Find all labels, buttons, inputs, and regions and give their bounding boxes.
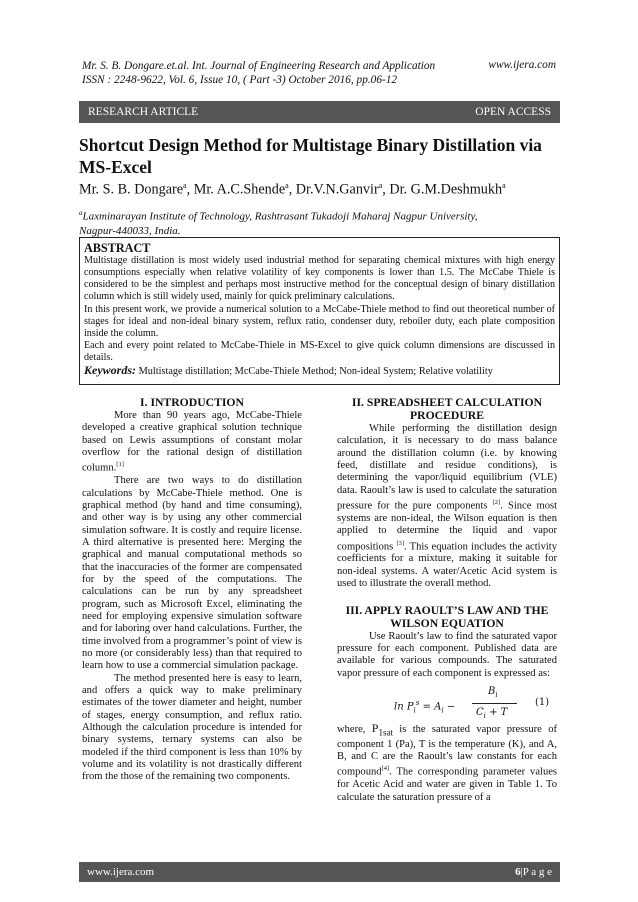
section-heading-raoult: III. APPLY RAOULT’S LAW AND THE WILSON EQUATION [345,603,549,630]
eq-sub: i [441,706,444,715]
citation-ref[interactable]: [4] [381,765,390,773]
eq-plus-t: + T [485,706,508,718]
author-name: Mr. S. B. Dongare [79,181,184,198]
section-heading-introduction: I. INTRODUCTION [140,396,244,409]
keywords-text: Multistage distillation; McCabe-Thiele Method; Non-ideal System; Relative volatility [136,366,493,378]
keywords-line [84,364,555,378]
paper-title: Shortcut Design Method for Multistage Binary Distillation via MS-Excel [79,135,542,177]
affiliation-line-2: Nagpur-440033, India. [79,224,181,237]
right-column [337,396,557,804]
abstract-paragraph-3: Each and every point related to McCabe-Thiele in MS-Excel to give quick column dimensions are discussed in details. [84,340,555,364]
equation-denominator [476,707,507,722]
psat-sub: 1sat [378,727,393,738]
affiliation-mark: a [79,209,83,217]
citation-line-1: Mr. S. B. Dongare.et.al. Int. Journal of Engineering Research and Application [82,60,436,72]
article-type-banner [79,101,560,123]
citation-ref[interactable]: [1] [116,461,124,469]
abstract-box [79,237,560,385]
citation-line-2: ISSN : 2248-9622, Vol. 6, Issue 10, ( Part -3) October 2016, pp.06-12 [82,74,398,86]
raoult-text-b: is the saturated vapor pressure of component 1 (Pa), T is the temperature (K), and A, B, and C are the Raoult’s law constants for each compound [337,723,558,778]
intro-paragraph-2: There are two ways to do distillation calculations by McCabe-Thiele method. One is graphical method (by hand and time consuming), and other way is by using any other commercial simulation software. It is costly and require license. A third alternative is presented here: Merging the graphical and manual computational methods so that the inaccuracies of the former are compensated for by the speed of the computations. The calculations can be run by any spreadsheet program, such as Microsoft Excel, eliminating the need for employing expensive simulation software and for laboring over hand calculations. Further, the time involved from a programmer’s point of view is no more (or considerably less) than that required to learn how to use a commercial simulation package. [82,475,302,672]
author-separator: , [382,181,390,198]
page-footer [79,862,560,882]
research-article-label: RESEARCH ARTICLE [88,106,199,118]
equation-numerator [488,686,498,701]
eq-minus: − [443,701,456,713]
eq-b: B [488,685,496,697]
psat-p: P [371,720,379,735]
eq-sub: i [413,706,416,715]
intro-paragraph-1-text: More than 90 years ago, McCabe-Thiele developed a creative graphical solution technique based on Lewis assumptions of constant molar overflow for the rational design of distillation column. [82,410,302,474]
eq-sub: i [483,711,486,720]
raoult-text-c: . The corresponding parameter values for Acetic Acid and water are given in Table 1. To calculate the saturation pressure of a [337,766,557,803]
footer-website[interactable]: www.ijera.com [87,866,155,878]
author-name: Dr.V.N.Ganvir [295,181,379,198]
intro-paragraph-3: The method presented here is easy to learn, and offers a quick way to make preliminary estimates of the tower diameter and height, number of stages, energy consumption, and reflux ratio. Although the calculation procedure is intended for binary systems, ternary systems can also be modeled if the third component is less than 10% by volume and its volatility is not drastically different from the those of the remaining two components. [82,672,302,783]
equation-1 [337,680,557,722]
eq-c: C [476,706,484,718]
fraction-bar [472,703,517,704]
eq-a: = A [419,701,442,713]
spreadsheet-text-b: . Since most systems are non-ideal, the Wilson equation is then applied to determine the liquid and vapor compositions [337,500,558,553]
eq-sup: s [415,698,420,707]
affiliation-line-1: Laxminarayan Institute of Technology, Rashtrasant Tukadoji Maharaj Nagpur University, [82,210,478,223]
eq-ln-p: ln P [394,701,414,713]
author-affil-mark: a [285,181,289,190]
spreadsheet-paragraph [337,423,557,591]
raoult-paragraph: Use Raoult’s law to find the saturated vapor pressure for each component. Published data are available for various compounds. The saturated vapor pressure of each component is expressed as: [337,630,557,679]
spreadsheet-text-c: . This equation includes the activity coefficients for a mixture, making it suitable for non-ideal systems. A water/Acetic Acid system is used to illustrate the overall method. [337,541,557,590]
author-list [79,181,506,199]
author-affil-mark: a [183,181,187,190]
equation-lhs [394,697,455,717]
raoult-text-a: where, [337,723,372,735]
section-spacer [337,591,557,604]
spreadsheet-text-a: While performing the distillation design calculation, it is necessary to do mass balance around the distillation column (i.e. by knowing feed, distillate and residue conditions), is determining the vapor/liquid equilibrium (VLE) data. Raoult’s law is used to calculate the saturation pressure for the pure components [337,423,557,512]
affiliation [79,206,478,238]
abstract-paragraph-1: Multistage distillation is most widely used industrial method for separating chemical mixtures with high energy consumptions especially when relative volatility of key components is lower than 1.5. The McCabe Thiele is considered to be the simplest and perhaps most instructive method for the conceptual design of binary distillation column which is still widely used, mainly for quick preliminary calculations. [84,255,555,303]
page-label: |P a g e [520,866,552,878]
equation-number: (1) [535,696,550,708]
journal-website[interactable]: www.ijera.com [488,59,556,71]
raoult-explanation [337,722,557,804]
eq-sub: i [495,690,498,699]
citation-ref[interactable]: [2] [492,499,501,507]
page-number-value: 6 [515,866,521,878]
psat-symbol [371,720,393,738]
abstract-heading: ABSTRACT [84,241,151,255]
author-separator: , [186,181,194,198]
left-column [82,396,302,784]
page-number [515,862,552,882]
author-affil-mark: a [378,181,383,190]
citation-ref[interactable]: [3] [396,539,405,547]
section-heading-spreadsheet: II. SPREADSHEET CALCULATION PROCEDURE [351,396,543,422]
open-access-label: OPEN ACCESS [475,106,551,118]
author-separator: , [288,181,296,198]
author-name: Dr. G.M.Deshmukh [389,181,503,198]
intro-paragraph-1 [82,410,302,475]
abstract-paragraph-2: In this present work, we provide a numerical solution to a McCabe-Thiele method to find out theoretical number of stages for ideal and non-ideal binary system, reflux ratio, condenser duty, reboiler duty, each plate composition inside the column. [84,303,555,339]
author-affil-mark: a [502,181,506,190]
keywords-label: Keywords: [84,363,136,378]
author-name: Mr. A.C.Shende [193,181,286,198]
